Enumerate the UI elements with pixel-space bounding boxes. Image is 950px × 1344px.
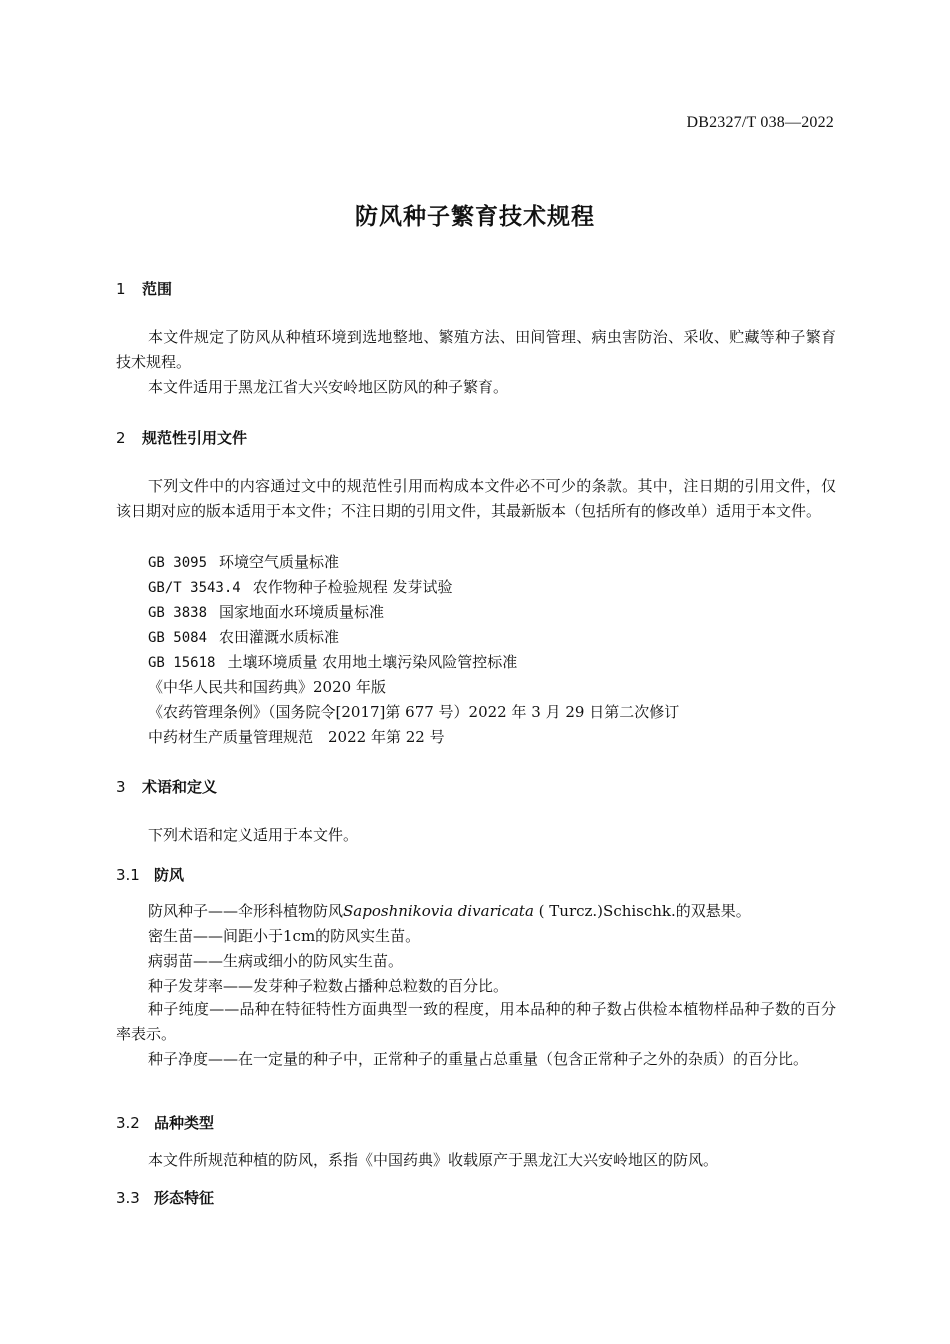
section-3-number: 3 (116, 778, 126, 796)
definition-seed-latin-name: Saposhnikovia divaricata (343, 902, 534, 920)
section-3-3-title: 形态特征 (154, 1189, 215, 1207)
reference-name: 土壤环境质量 农用地土壤污染风险管控标准 (227, 653, 518, 671)
section-3-2-heading (116, 1112, 214, 1133)
terms-intro-paragraph: 下列术语和定义适用于本文件。 (148, 826, 359, 844)
document-title: 防风种子繁育技术规程 (355, 204, 595, 230)
scope-paragraph-1: 本文件规定了防风从种植环境到选地整地、繁殖方法、田间管理、病虫害防治、采收、贮藏等种子繁育技术规程。 (116, 328, 836, 371)
section-3-title: 术语和定义 (142, 778, 218, 796)
definition-seed (148, 900, 751, 921)
section-2-number: 2 (116, 429, 126, 447)
definition-dense-seedling: 密生苗——间距小于1cm的防风实生苗。 (148, 927, 421, 945)
variety-type-paragraph: 本文件所规范种植的防风，系指《中国药典》收载原产于黑龙江大兴安岭地区的防风。 (148, 1151, 719, 1169)
section-2-heading (116, 427, 247, 448)
reference-item-gap: 中药材生产质量管理规范 2022 年第 22 号 (148, 728, 445, 746)
reference-code: GB 3838 (148, 605, 208, 621)
reference-item-pesticide-regulation: 《农药管理条例》（国务院令[2017]第 677 号）2022 年 3 月 29 日第二次修订 (148, 703, 680, 721)
definition-weak-seedling: 病弱苗——生病或细小的防风实生苗。 (148, 952, 404, 970)
section-1-heading (116, 278, 172, 299)
reference-item (148, 651, 517, 672)
section-3-heading (116, 776, 217, 797)
reference-item (148, 576, 453, 597)
definition-seed-text: 防风种子——伞形科植物防风 (148, 902, 344, 920)
reference-code: GB 3095 (148, 555, 208, 571)
reference-name: 环境空气质量标准 (219, 553, 340, 571)
reference-name: 农作物种子检验规程 发芽试验 (252, 578, 453, 596)
reference-item (148, 626, 339, 647)
section-3-2-title: 品种类型 (154, 1114, 215, 1132)
reference-name: 农田灌溉水质标准 (219, 628, 340, 646)
section-1-title: 范围 (142, 280, 173, 298)
section-3-1-number: 3.1 (116, 866, 140, 884)
definition-seed-purity: 种子纯度——品种在特征特性方面典型一致的程度，用本品种的种子数占供检本植物样品种子数的百分率表示。 (116, 1000, 836, 1043)
references-intro-paragraph: 下列文件中的内容通过文中的规范性引用而构成本文件必不可少的条款。其中，注日期的引用文件，仅该日期对应的版本适用于本文件；不注日期的引用文件，其最新版本（包括所有的修改单）适用于本文件。 (116, 477, 836, 520)
reference-name: 国家地面水环境质量标准 (219, 603, 385, 621)
section-3-3-heading (116, 1187, 214, 1208)
reference-code: GB 5084 (148, 630, 208, 646)
section-2-title: 规范性引用文件 (142, 429, 248, 447)
reference-item-pharmacopoeia: 《中华人民共和国药典》2020 年版 (148, 678, 386, 696)
section-3-2-number: 3.2 (116, 1114, 140, 1132)
section-3-1-heading (116, 864, 184, 885)
standard-number: DB2327/T 038—2022 (686, 114, 834, 131)
scope-paragraph-2: 本文件适用于黑龙江省大兴安岭地区防风的种子繁育。 (148, 378, 509, 396)
reference-code: GB/T 3543.4 (148, 580, 241, 596)
definition-seed-cleanliness: 种子净度——在一定量的种子中，正常种子的重量占总重量（包含正常种子之外的杂质）的百分比。 (148, 1050, 809, 1068)
reference-code: GB 15618 (148, 655, 216, 671)
reference-item (148, 551, 339, 572)
definition-germination-rate: 种子发芽率——发芽种子粒数占播种总粒数的百分比。 (148, 977, 509, 995)
section-3-3-number: 3.3 (116, 1189, 140, 1207)
definition-seed-author: ( Turcz.)Schischk.的双悬果。 (533, 902, 751, 920)
reference-item (148, 601, 384, 622)
section-1-number: 1 (116, 280, 126, 298)
section-3-1-title: 防风 (154, 866, 185, 884)
